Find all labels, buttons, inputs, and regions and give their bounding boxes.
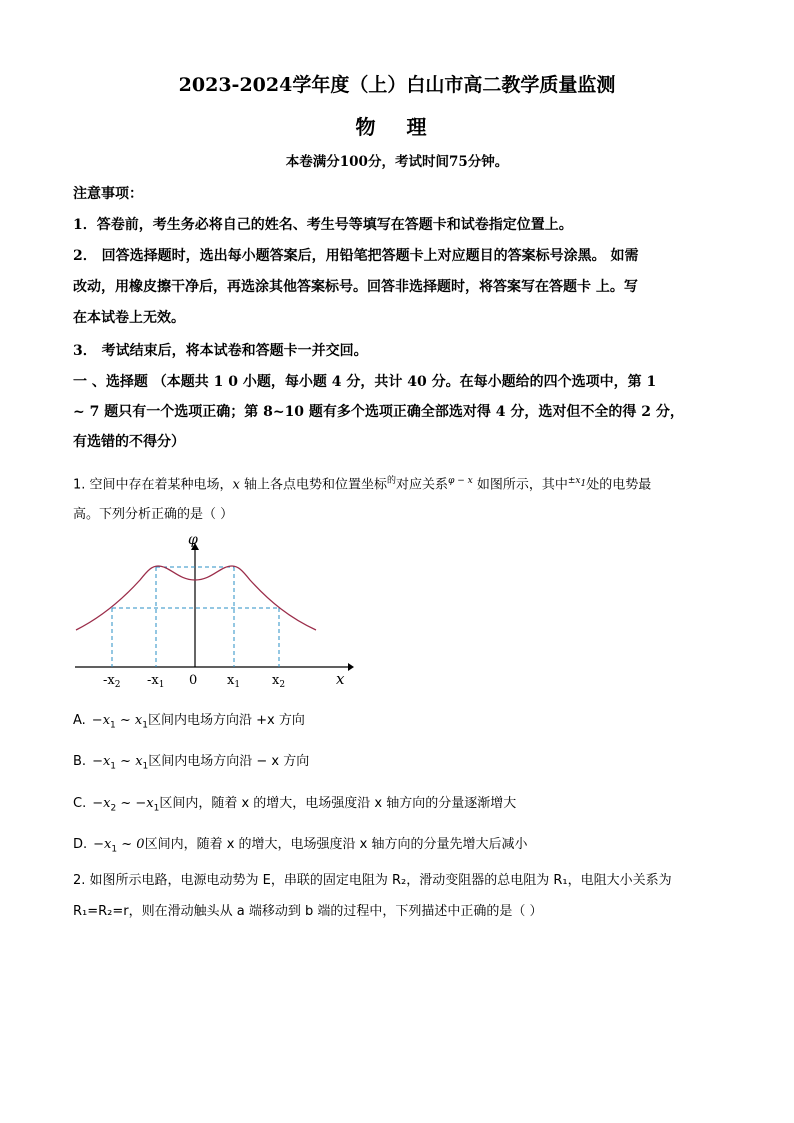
section-heading-line-3: 有选错的不得分） — [73, 434, 185, 450]
option-d[interactable]: D. $-x_1$ ~ 0区间内，随着 x 的增大，电场强度沿 x 轴方向的分量先增大后减小 — [73, 837, 528, 855]
question-2-line-1: 2. 如图所示电路，电源电动势为 E，串联的固定电阻为 R₂，滑动变阻器的总电阻为 R₁，电阻大小关系为 — [73, 873, 672, 888]
question-1-line-1 — [73, 473, 733, 492]
option-b[interactable]: B. $-x_1$ ~ $x_1$区间内电场方向沿 − x 方向 — [73, 754, 310, 772]
question-1-line-2: 高。下列分析正确的是（ ） — [73, 507, 234, 522]
q1-var-x: x — [232, 477, 240, 493]
y-axis-label: φ — [188, 532, 198, 548]
tick-x1: $x_1$ — [227, 673, 241, 690]
potential-curve — [76, 566, 316, 630]
q1-pm-x: ±x — [567, 476, 581, 486]
notice-item-3: 3． 考试结束后，将本试卷和答题卡一并交回。 — [73, 343, 368, 359]
q1-pm-sub: 1 — [580, 478, 587, 489]
x-axis-label: x — [336, 670, 345, 688]
option-c[interactable]: C. $-x_2$ ~ $-x_1$区间内，随着 x 的增大，电场强度沿 x 轴方向的分量逐渐增大 — [73, 796, 517, 814]
q1-text-e: 处的电势最 — [586, 477, 652, 493]
tick-x2: $x_2$ — [272, 673, 286, 690]
tick-zero: 0 — [189, 673, 198, 688]
notice-item-2-line-1: 2． 回答选择题时，选出每小题答案后，用铅笔把答题卡上对应题目的答案标号涂黑。 如需 — [73, 248, 639, 264]
potential-graph — [70, 532, 355, 692]
q1-text-b: 轴上各点电势和位置坐标 — [239, 477, 388, 493]
notice-item-2-line-2: 改动，用橡皮擦干净后，再选涂其他答案标号。回答非选择题时，将答案写在答题卡 上。写 — [73, 279, 638, 295]
exam-title: 2023-2024学年度（上）白山市高二教学质量监测 — [178, 74, 616, 96]
q1-text-a: 1. 空间中存在着某种电场， — [73, 477, 233, 493]
notice-item-1: 1．答卷前，考生务必将自己的姓名、考生号等填写在答题卡和试卷指定位置上。 — [73, 217, 573, 233]
tick-neg-x1: $-x_1$ — [147, 673, 165, 690]
q1-text-d: 如图所示，其中 — [472, 477, 568, 493]
x-axis-arrow-icon — [348, 663, 354, 671]
section-heading-line-1: 一 、选择题 （本题共 1 0 小题，每小题 4 分，共计 40 分。在每小题给的四个选项中，第 1 — [73, 374, 657, 390]
question-2-line-2: R₁=R₂=r，则在滑动触头从 a 端移动到 b 端的过程中，下列描述中正确的是（ ） — [73, 904, 543, 919]
notice-heading: 注意事项： — [73, 186, 143, 202]
q1-relation: φ − x — [448, 476, 473, 486]
exam-meta: 本卷满分100分，考试时间75分钟。 — [285, 154, 509, 170]
tick-neg-x2: $-x_2$ — [103, 673, 121, 690]
section-heading-line-2: ~ 7 题只有一个选项正确；第 8~10 题有多个选项正确全部选对得 4 分，选对但不全的得 2 分， — [73, 404, 684, 420]
q1-text-de: 的 — [387, 476, 397, 486]
subject-title: 物 理 — [355, 115, 439, 139]
notice-item-2-line-3: 在本试卷上无效。 — [73, 310, 185, 326]
q1-text-c: 对应关系 — [396, 477, 449, 493]
option-a[interactable]: A. $-x_1$ ~ $x_1$区间内电场方向沿 +x 方向 — [73, 713, 305, 731]
